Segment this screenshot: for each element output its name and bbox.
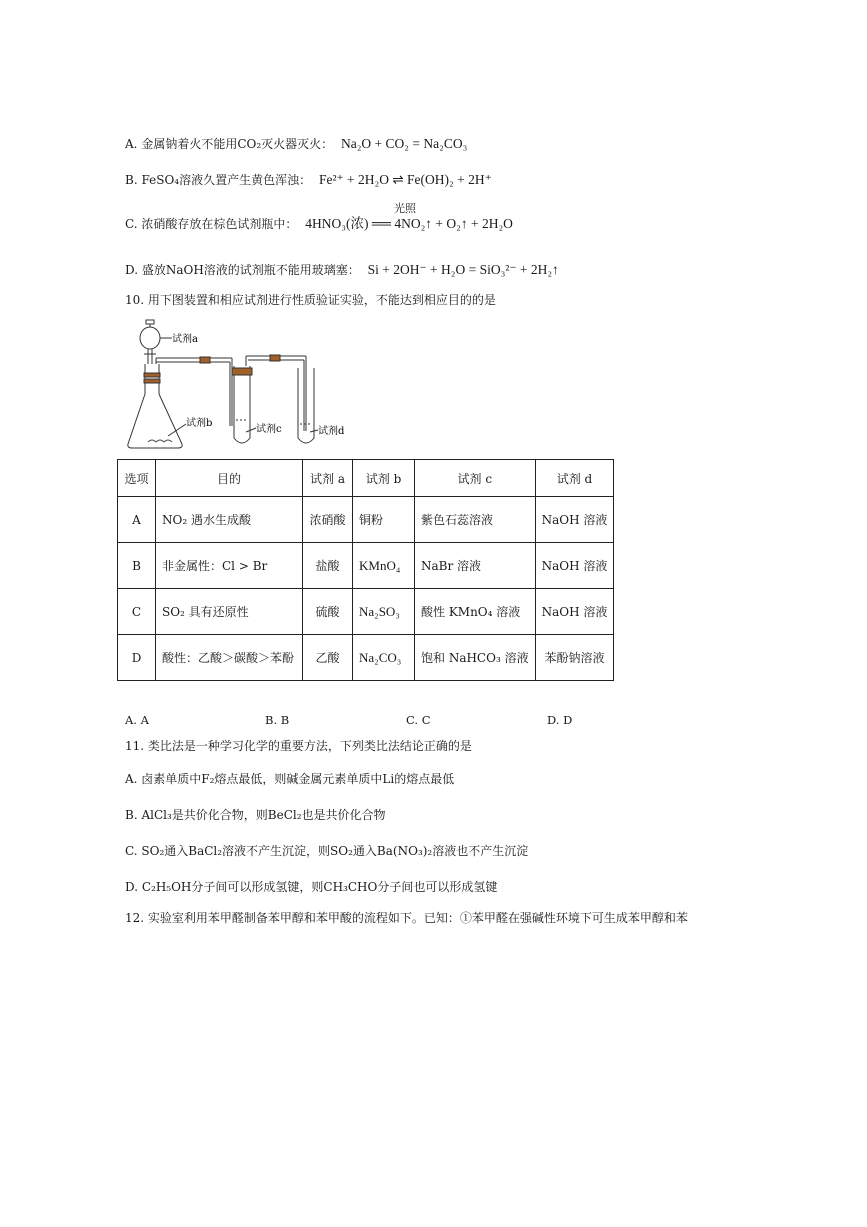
answer-a: A. A xyxy=(125,713,149,727)
answer-d: D. D xyxy=(547,713,573,727)
q11-option-a: A. 卤素单质中F₂熔点最低，则碱金属元素单质中Li的熔点最低 xyxy=(125,772,455,786)
table-row: A NO₂ 遇水生成酸 浓硝酸 铜粉 紫色石蕊溶液 NaOH 溶液 xyxy=(118,497,614,543)
q11-option-c: C. SO₂通入BaCl₂溶液不产生沉淀，则SO₂通入Ba(NO₃)₂溶液也不产生沉淀 xyxy=(125,844,529,858)
table-row: B 非金属性：Cl > Br 盐酸 KMnO₄ NaBr 溶液 NaOH 溶液 xyxy=(118,543,614,589)
q9-option-a: A. 金属钠着火不能用CO₂灭火器灭火： Na₂O + CO₂ = Na₂CO₃ xyxy=(125,136,468,151)
answer-c: C. C xyxy=(406,713,431,727)
q9-option-d: D. 盛放NaOH溶液的试剂瓶不能用玻璃塞： Si + 2OH⁻ + H₂O = SiO₃²⁻ + 2H₂↑ xyxy=(125,262,559,277)
label-reagent-b: 试剂b xyxy=(186,418,213,429)
q11-option-d: D. C₂H₅OH分子间可以形成氢键，则CH₃CHO分子间也可以形成氢键 xyxy=(125,880,498,894)
table-header-row: 选项 目的 试剂 a 试剂 b 试剂 c 试剂 d xyxy=(118,460,614,497)
answer-b: B. B xyxy=(265,713,290,727)
table-row: D 酸性：乙酸＞碳酸＞苯酚 乙酸 Na₂CO₃ 饱和 NaHCO₃ 溶液 苯酚钠溶液 xyxy=(118,635,614,681)
q9-option-c-condition: 光照 xyxy=(394,202,416,215)
q11-stem: 11. 类比法是一种学习化学的重要方法，下列类比法结论正确的是 xyxy=(125,739,472,753)
label-reagent-c: 试剂c xyxy=(256,424,282,435)
label-reagent-d: 试剂d xyxy=(318,426,345,437)
table-row: C SO₂ 具有还原性 硫酸 Na₂SO₃ 酸性 KMnO₄ 溶液 NaOH 溶液 xyxy=(118,589,614,635)
q10-stem: 10. 用下图装置和相应试剂进行性质验证实验，不能达到相应目的的是 xyxy=(125,293,496,307)
apparatus-diagram xyxy=(120,316,370,456)
q9-option-c: C. 浓硝酸存放在棕色试剂瓶中： 4HNO₃(浓) ══ 4NO₂↑ + O₂↑ + 2H₂O xyxy=(125,216,513,231)
q9-option-b: B. FeSO₄溶液久置产生黄色浑浊： Fe²⁺ + 2H₂O ⇌ Fe(OH)₂ + 2H⁺ xyxy=(125,172,492,187)
q11-option-b: B. AlCl₃是共价化合物，则BeCl₂也是共价化合物 xyxy=(125,808,386,822)
options-table xyxy=(117,459,614,681)
label-reagent-a: 试剂a xyxy=(172,334,198,345)
q12-stem: 12. 实验室利用苯甲醛制备苯甲醇和苯甲酸的流程如下。已知：①苯甲醛在强碱性环境下可生成苯甲醇和苯 xyxy=(125,911,688,925)
